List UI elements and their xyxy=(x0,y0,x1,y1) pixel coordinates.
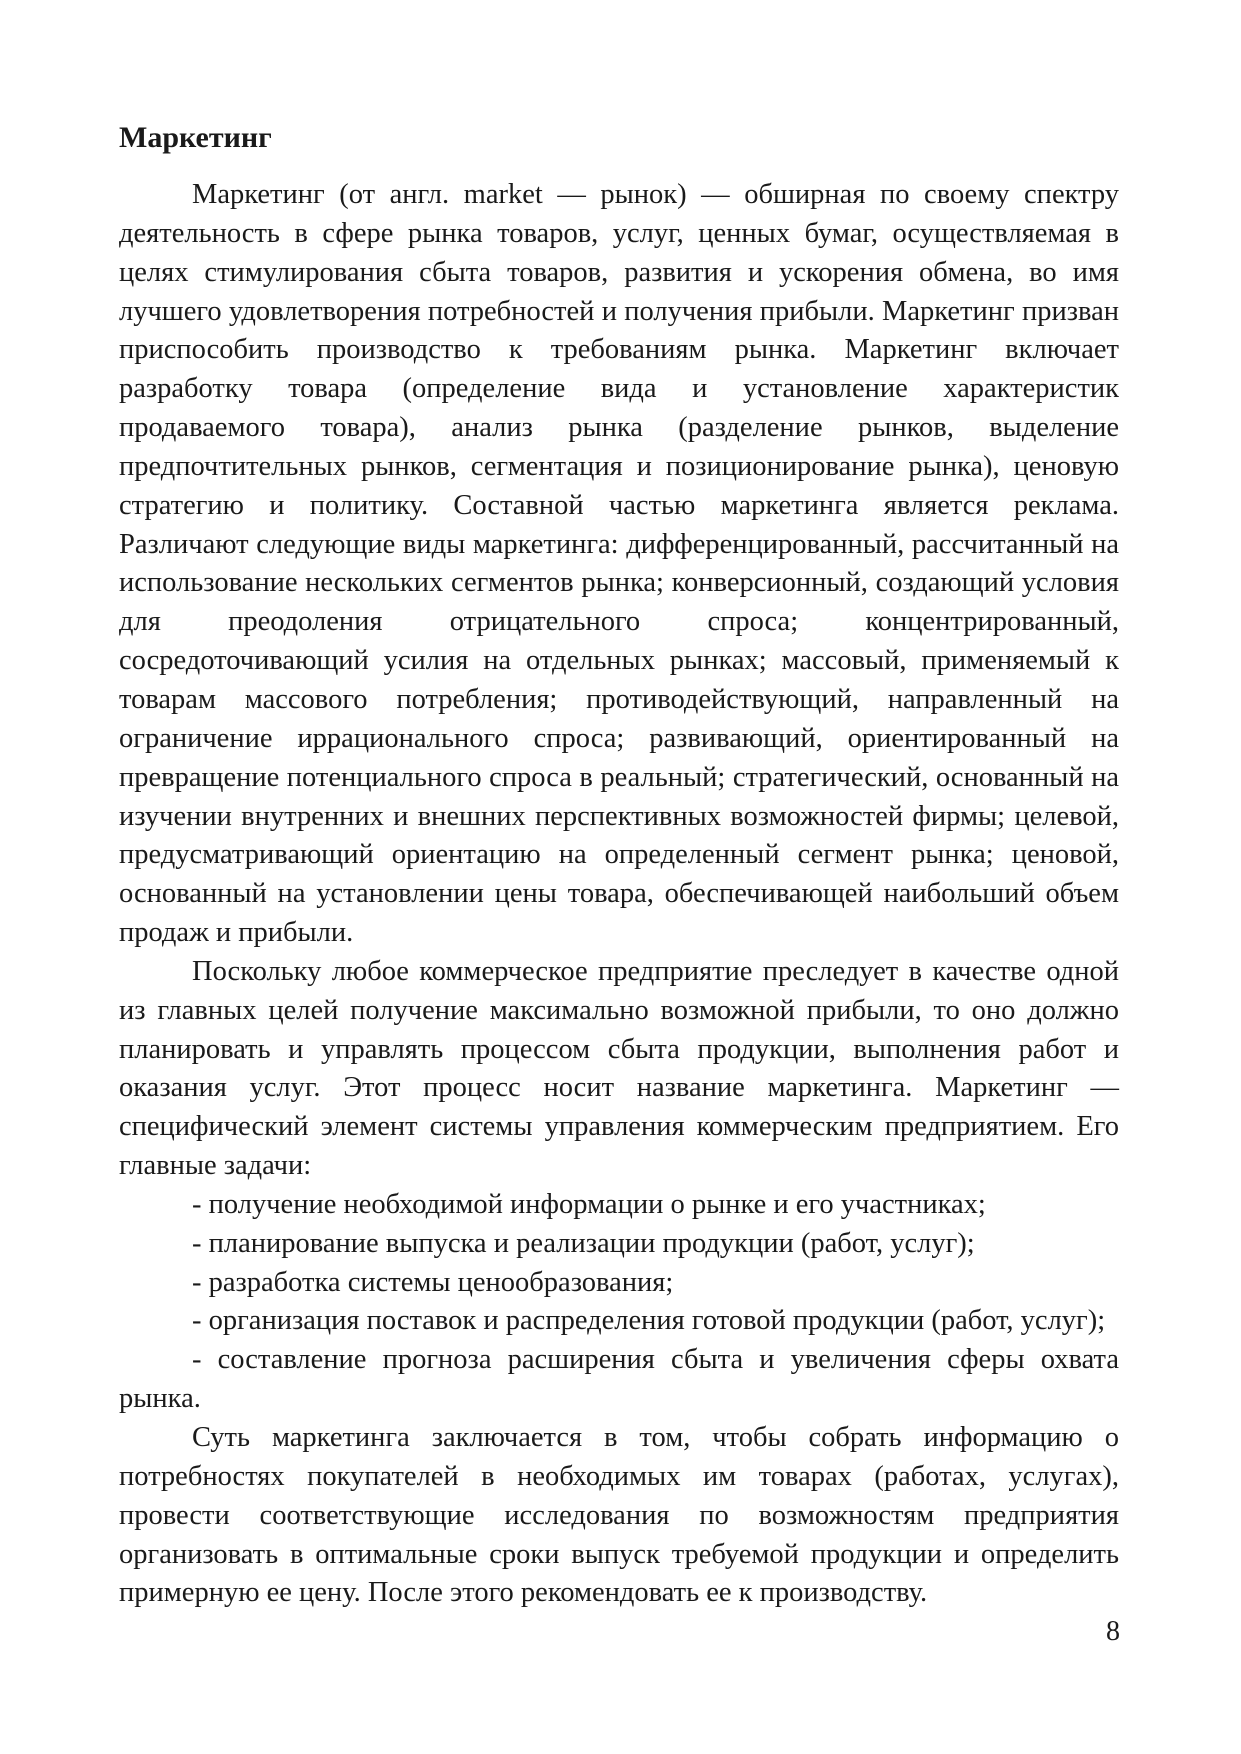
task-list-item: - организация поставок и распределения готовой продукции (работ, услуг); xyxy=(192,1305,1106,1337)
page-number: 8 xyxy=(1106,1616,1120,1647)
section-heading: Маркетинг xyxy=(119,121,272,154)
paragraph-essence: Суть маркетинга заключается в том, чтобы собрать информацию о потребностях покупателей в необходимых им товарах (работах, услугах), провести соответствующие исследования по возможностям предприятия организовать в оптимальные сроки выпуск требуемой продукции и определить примерную ее цену. После этого рекомендовать ее к производству. xyxy=(119,1422,1119,1609)
task-list-item: - составление прогноза расширения сбыта и увеличения сферы охвата рынка. xyxy=(119,1344,1119,1415)
paragraph-tasks-intro: Поскольку любое коммерческое предприятие преследует в качестве одной из главных целей получение максимально возможной прибыли, то оно должно планировать и управлять процессом сбыта продукции, выполнения работ и оказания услуг. Этот процесс носит название маркетинга. Маркетинг — специфический элемент системы управления коммерческим предприятием. Его главные задачи: xyxy=(119,955,1119,1182)
task-list-item: - получение необходимой информации о рынке и его участниках; xyxy=(192,1188,986,1220)
task-list-item: - разработка системы ценообразования; xyxy=(192,1266,674,1298)
body-text xyxy=(119,176,1119,1613)
task-list-item: - планирование выпуска и реализации продукции (работ, услуг); xyxy=(192,1227,975,1259)
paragraph-definition: Маркетинг (от англ. market — рынок) — обширная по своему спектру деятельность в сфере рынка товаров, услуг, ценных бумаг, осуществляемая в целях стимулирования сбыта товаров, развития и ускорения обмена, во имя лучшего удовлетворения потребностей и получения прибыли. Маркетинг призван приспособить производство к требованиям рынка. Маркетинг включает разработку товара (определение вида и установление характеристик продаваемого товара), анализ рынка (разделение рынков, выделение предпочтительных рынков, сегментация и позиционирование рынка), ценовую стратегию и политику. Составной частью маркетинга является реклама. Различают следующие виды маркетинга: дифференцированный, рассчитанный на использование нескольких сегментов рынка; конверсионный, создающий условия для преодоления отрицательного спроса; концентрированный, сосредоточивающий усилия на отдельных рынках; массовый, применяемый к товарам массового потребления; противодействующий, направленный на ограничение иррационального спроса; развивающий, ориентированный на превращение потенциального спроса в реальный; стратегический, основанный на изучении внутренних и внешних перспективных возможностей фирмы; целевой, предусматривающий ориентацию на определенный сегмент рынка; ценовой, основанный на установлении цены товара, обеспечивающей наибольший объем продаж и прибыли. xyxy=(119,179,1119,949)
